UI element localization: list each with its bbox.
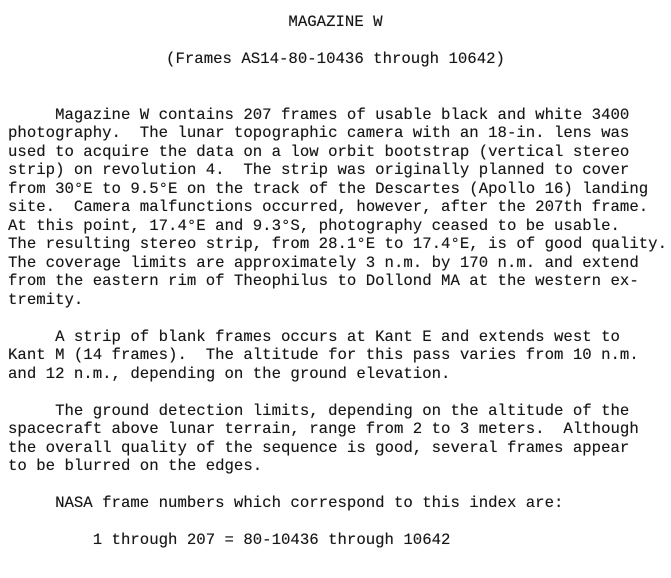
paragraph-ground-detection <box>8 402 671 476</box>
document-title: MAGAZINE W <box>288 13 383 31</box>
text-line: The ground detection limits, depending on the altitude of the <box>8 401 630 420</box>
text-line: The resulting stereo strip, from 28.1°E to 17.4°E, is of good quality. <box>8 235 667 253</box>
text-line: the overall quality of the sequence is good, several frames appear <box>8 438 630 457</box>
document-body <box>0 69 671 550</box>
text-line: from 30°E to 9.5°E on the track of the Descartes (Apollo 16) landing <box>8 179 649 198</box>
text-line: The coverage limits are approximately 3 n.m. by 170 n.m. and extend <box>8 253 639 272</box>
paragraph-blank-frames <box>8 328 671 384</box>
text-line: A strip of blank frames occurs at Kant E and extends west to <box>8 327 620 346</box>
text-line: and 12 n.m., depending on the ground elevation. <box>8 364 451 383</box>
document-subtitle: (Frames AS14-80-10436 through 10642) <box>166 50 505 68</box>
paragraph-frame-range <box>8 531 671 550</box>
text-line: to be blurred on the edges. <box>8 457 263 475</box>
paragraph-nasa-frame-numbers <box>8 494 671 513</box>
text-line: from the eastern rim of Theophilus to Dollond MA at the western ex- <box>8 272 639 290</box>
text-line: NASA frame numbers which correspond to this index are: <box>8 494 564 512</box>
text-line: strip) on revolution 4. The strip was originally planned to cover <box>8 161 630 179</box>
text-line: 1 through 207 = 80-10436 through 10642 <box>8 531 451 549</box>
text-line: Kant M (14 frames). The altitude for this pass varies from 10 n.m. <box>8 346 639 364</box>
text-line: At this point, 17.4°E and 9.3°S, photography ceased to be usable. <box>8 216 620 235</box>
paragraph-magazine-overview <box>8 106 671 310</box>
text-line: site. Camera malfunctions occurred, however, after the 207th frame. <box>8 198 649 216</box>
text-line: photography. The lunar topographic camera with an 18-in. lens was <box>8 124 630 142</box>
text-line: tremity. <box>8 290 84 309</box>
text-line: spacecraft above lunar terrain, range from 2 to 3 meters. Although <box>8 420 639 438</box>
text-line: Magazine W contains 207 frames of usable black and white 3400 <box>8 105 630 124</box>
text-line: used to acquire the data on a low orbit bootstrap (vertical stereo <box>8 142 630 161</box>
